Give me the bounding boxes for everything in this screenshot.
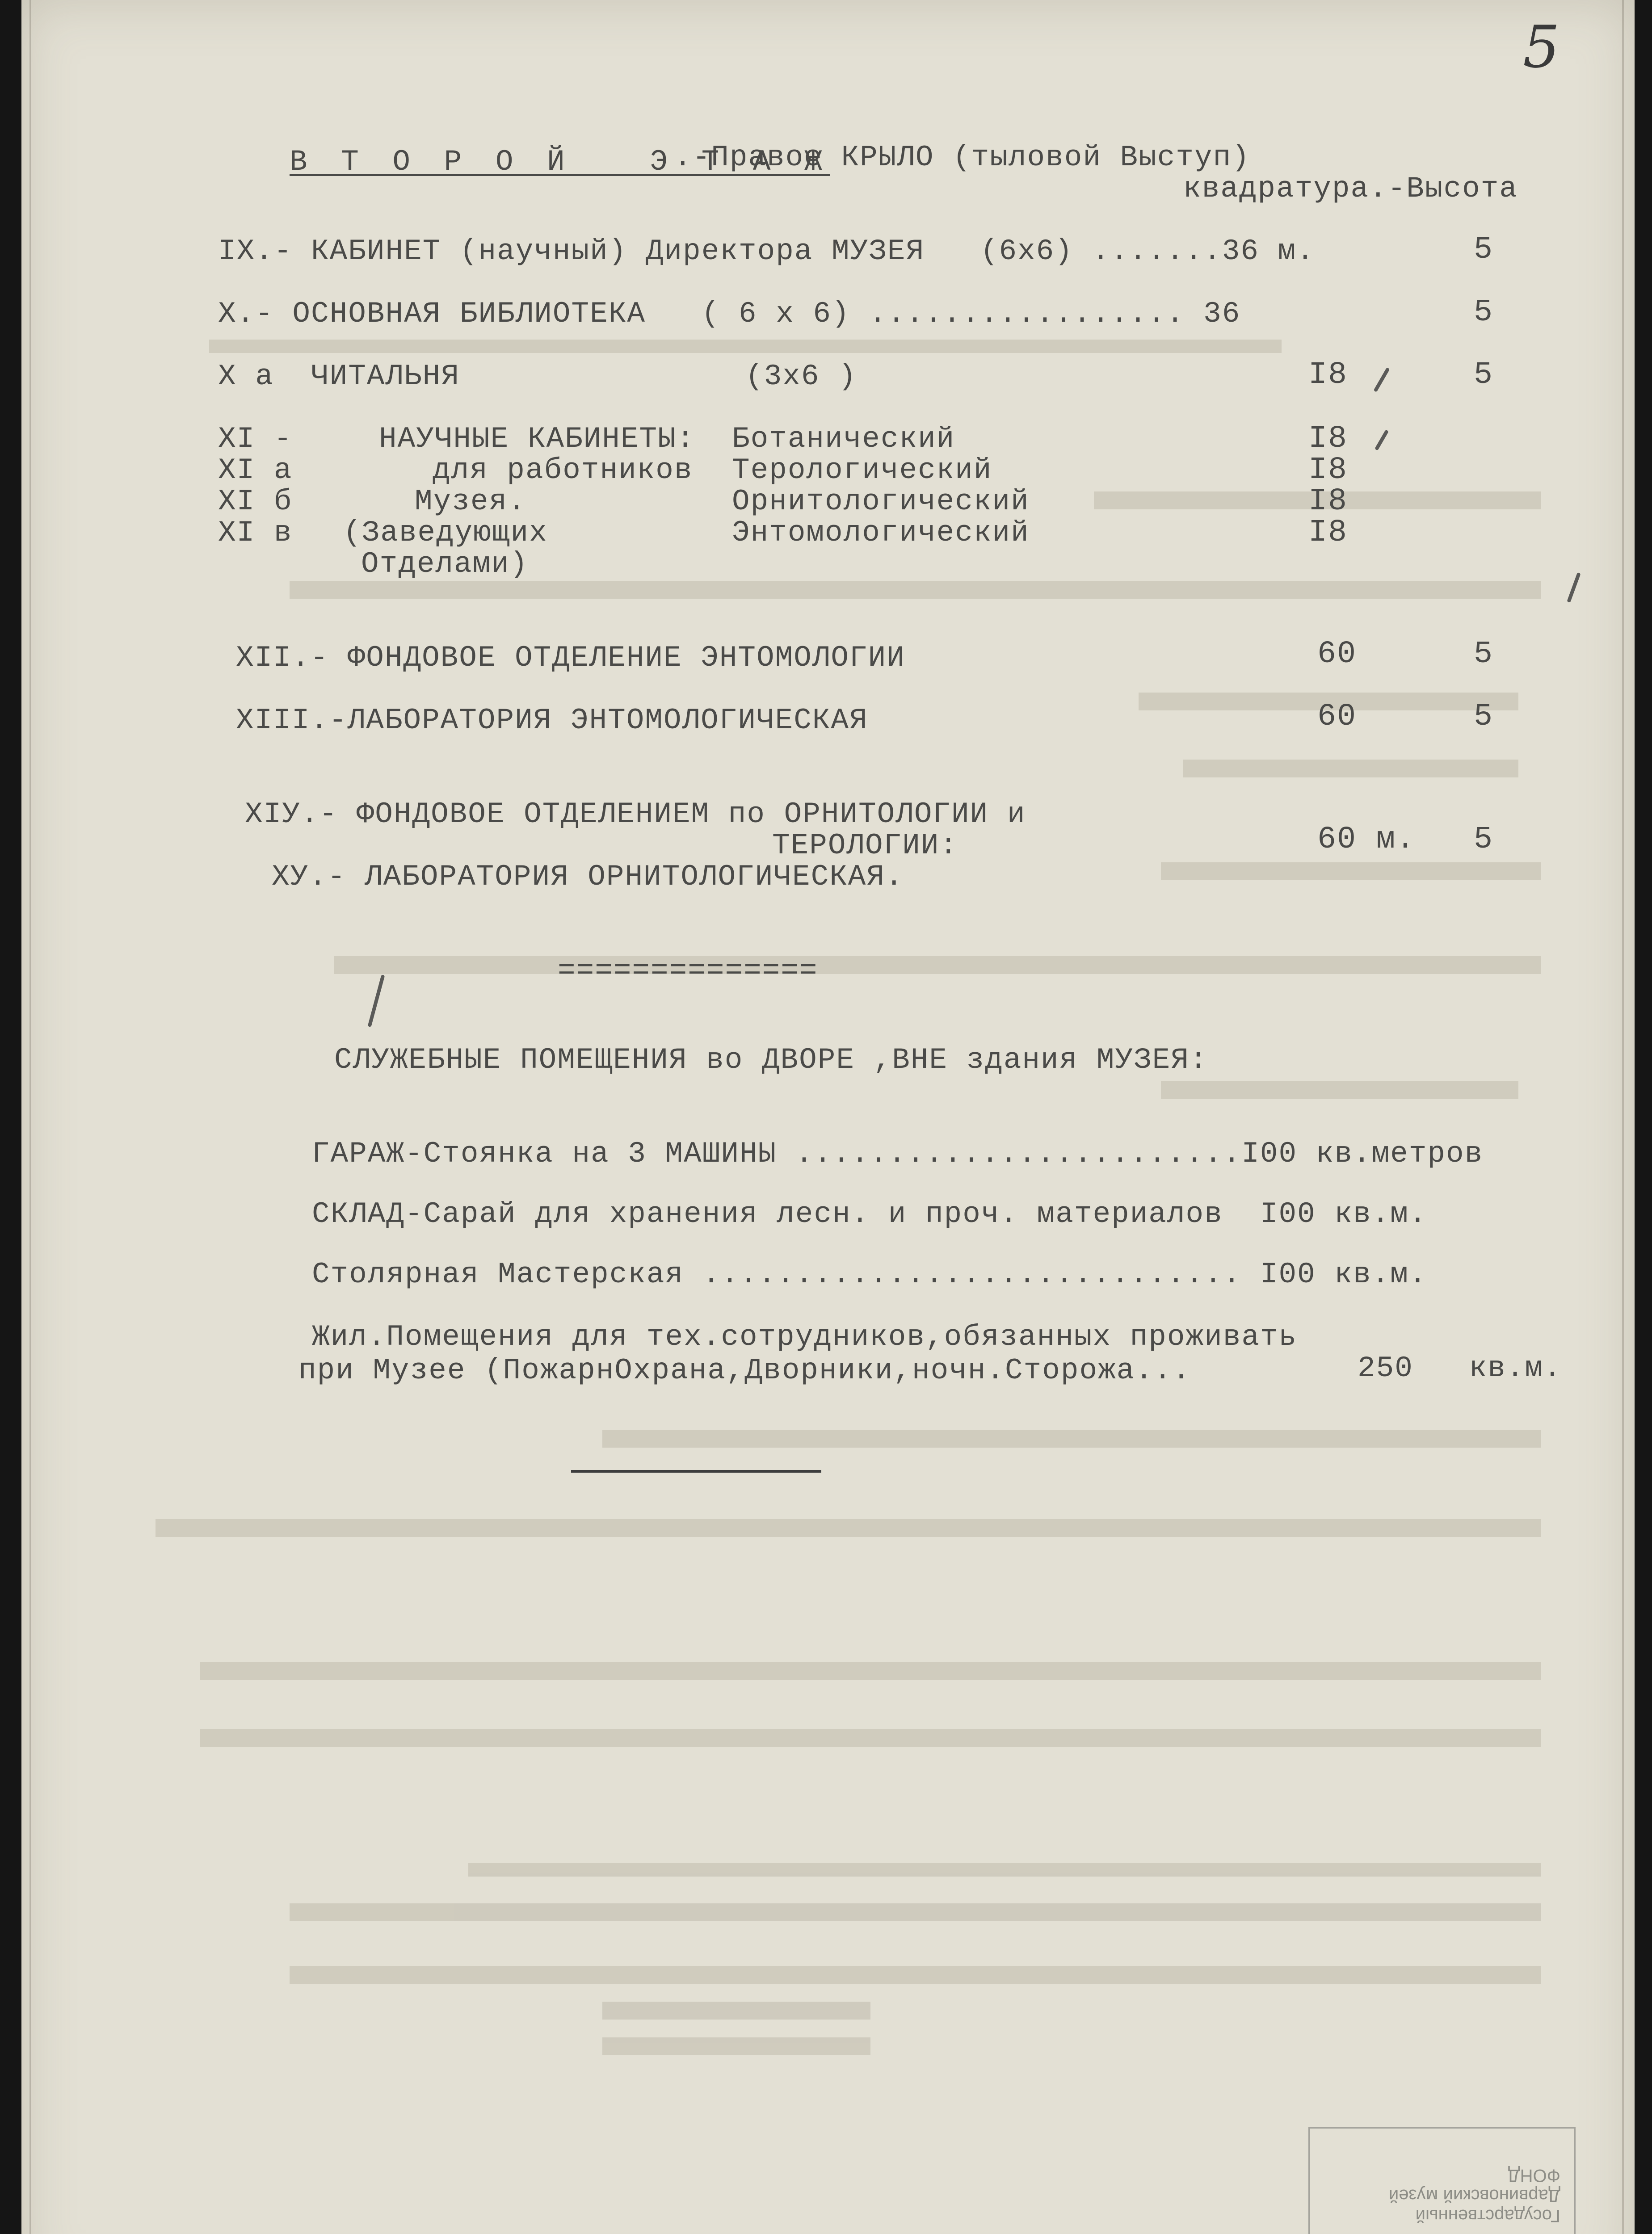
cabinet-code: XI в bbox=[218, 516, 293, 550]
service-housing-line2: при Музее (ПожарнОхрана,Дворники,ночн.Сторожа... bbox=[298, 1354, 1191, 1387]
separator: ============== bbox=[558, 954, 818, 987]
service-heading: СЛУЖЕБНЫЕ ПОМЕЩЕНИЯ во ДВОРЕ ,ВНЕ здания МУЗЕЯ: bbox=[334, 1043, 1208, 1077]
dept-xiii-height: 5 bbox=[1474, 699, 1494, 735]
cabinet-area: I8 bbox=[1308, 453, 1348, 488]
cabinet-area: I8 bbox=[1308, 515, 1348, 550]
document-page bbox=[21, 0, 1635, 2234]
pencil-mark bbox=[1567, 572, 1581, 603]
room-xa-area: I8 bbox=[1308, 357, 1348, 393]
page-fold-left bbox=[29, 0, 31, 2234]
cabinet-code: XI а bbox=[218, 454, 293, 487]
dept-xiv-line1: XIУ.- ФОНДОВОЕ ОТДЕЛЕНИЕМ по ОРНИТОЛОГИИ и bbox=[245, 798, 1026, 831]
cabinet-type: Ботанический bbox=[732, 422, 955, 456]
cabinet-type: Терологический bbox=[732, 454, 992, 487]
cabinet-code: XI - bbox=[218, 422, 293, 456]
room-xa: Х а ЧИТАЛЬНЯ bbox=[218, 360, 460, 393]
cabinet-area: I8 bbox=[1308, 421, 1348, 457]
closing-rule bbox=[571, 1470, 821, 1473]
room-x-height: 5 bbox=[1474, 295, 1494, 330]
bleed-through-text bbox=[21, 0, 1635, 2234]
dept-xii-area: 60 bbox=[1317, 637, 1357, 672]
pencil-mark bbox=[368, 974, 385, 1027]
room-xa-height: 5 bbox=[1474, 357, 1494, 393]
room-ix-height: 5 bbox=[1474, 232, 1494, 268]
dept-xv: ХУ.- ЛАБОРАТОРИЯ ОРНИТОЛОГИЧЕСКАЯ. bbox=[272, 860, 904, 894]
dept-xiv-line2: ТЕРОЛОГИИ: bbox=[772, 829, 958, 862]
service-garage: ГАРАЖ-Стоянка на 3 МАШИНЫ ........................I00 кв.метров bbox=[312, 1137, 1484, 1171]
room-ix: IX.- КАБИНЕТ (научный) Директора МУЗЕЯ (6х6) .......36 м. bbox=[218, 235, 1315, 268]
cabinet-desc: (Заведующих bbox=[343, 516, 548, 550]
page-number: 5 bbox=[1523, 13, 1561, 81]
room-x: X.- ОСНОВНАЯ БИБЛИОТЕКА ( 6 х 6) ................. 36 bbox=[218, 297, 1241, 331]
dept-xiii: XIII.-ЛАБОРАТОРИЯ ЭНТОМОЛОГИЧЕСКАЯ bbox=[236, 704, 868, 737]
cabinet-type: Орнитологический bbox=[732, 485, 1030, 518]
service-housing-line1: Жил.Помещения для тех.сотрудников,обязанных проживать bbox=[312, 1320, 1298, 1354]
cabinet-area: I8 bbox=[1308, 484, 1348, 519]
dept-xiv-height: 5 bbox=[1474, 822, 1494, 857]
dept-xii-height: 5 bbox=[1474, 637, 1494, 672]
cabinet-desc: Отделами) bbox=[361, 547, 529, 581]
pencil-mark bbox=[1374, 367, 1390, 392]
service-housing-area: 250 кв.м. bbox=[1358, 1352, 1562, 1385]
floor-heading: В Т О Р О Й Э Т А Ж bbox=[290, 145, 830, 179]
cabinet-desc: Музея. bbox=[415, 485, 526, 518]
room-xa-dims: (3х6 ) bbox=[745, 360, 857, 393]
wing-heading: .-Правое КРЫЛО (тыловой Выступ) bbox=[674, 141, 1250, 174]
service-storage: СКЛАД-Сарай для хранения лесн. и проч. материалов I00 кв.м. bbox=[312, 1197, 1428, 1231]
dept-xiv-area: 60 м. bbox=[1317, 822, 1416, 857]
cabinet-code: XI б bbox=[218, 485, 293, 518]
pencil-mark bbox=[1375, 429, 1389, 450]
archive-stamp: Государственный Дарвиновский музей ФОНД bbox=[1308, 2127, 1576, 2234]
cabinet-type: Энтомологический bbox=[732, 516, 1030, 550]
dept-xiii-area: 60 bbox=[1317, 699, 1357, 735]
service-workshop: Столярная Мастерская ............................. I00 кв.м. bbox=[312, 1258, 1428, 1291]
page-fold-right bbox=[1622, 0, 1624, 2234]
columns-heading: квадратура.-Высота bbox=[1183, 172, 1518, 206]
cabinet-desc: для работников bbox=[433, 454, 693, 487]
dept-xii: XII.- ФОНДОВОЕ ОТДЕЛЕНИЕ ЭНТОМОЛОГИИ bbox=[236, 641, 905, 675]
cabinet-desc: НАУЧНЫЕ КАБИНЕТЫ: bbox=[379, 422, 695, 456]
